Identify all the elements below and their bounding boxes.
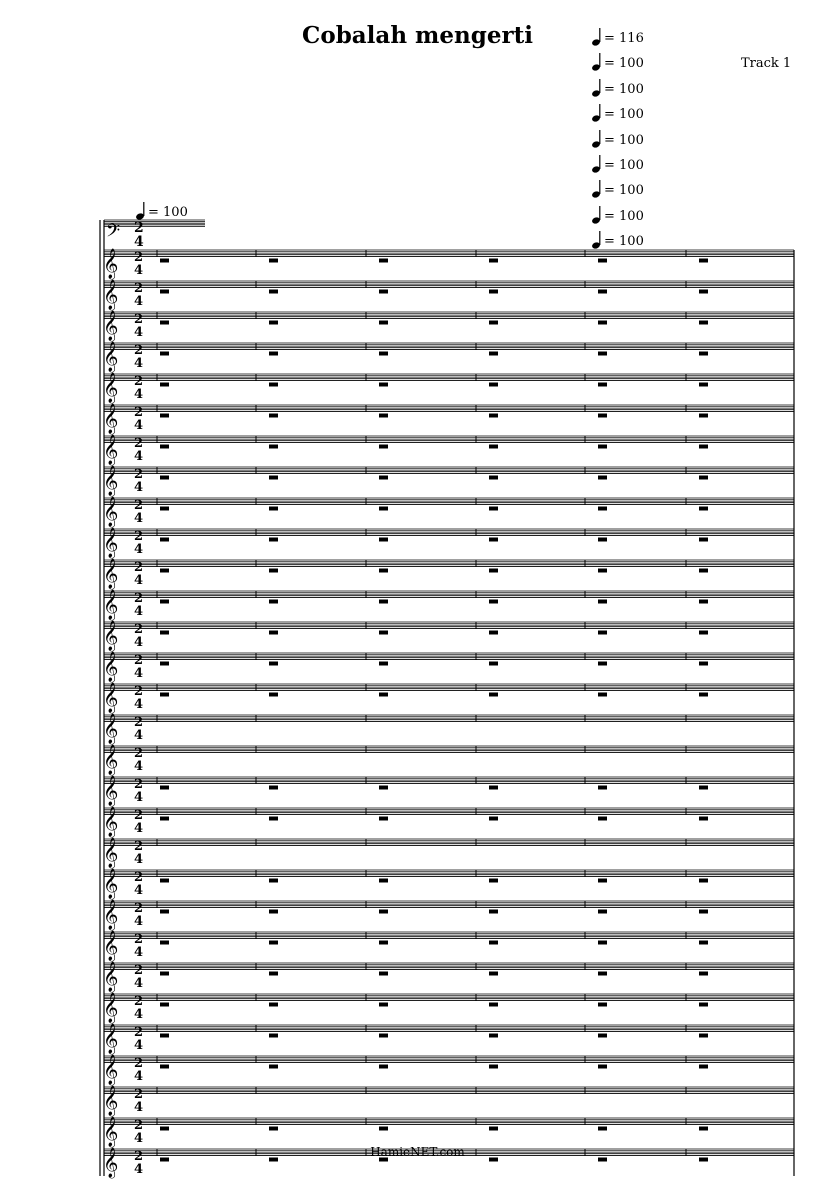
whole-rest <box>379 817 388 821</box>
whole-rest <box>598 507 607 511</box>
whole-rest <box>379 538 388 542</box>
time-signature-numerator: 2 <box>134 374 144 389</box>
whole-rest <box>379 662 388 666</box>
time-signature-numerator: 2 <box>134 839 144 854</box>
whole-rest <box>379 1003 388 1007</box>
whole-rest <box>160 1034 169 1038</box>
time-signature-numerator: 2 <box>134 281 144 296</box>
tempo-value: = 100 <box>604 133 644 148</box>
whole-rest <box>489 352 498 356</box>
whole-rest <box>160 941 169 945</box>
whole-rest <box>598 414 607 418</box>
treble-clef-icon: 𝄞 <box>103 714 119 744</box>
time-signature-numerator: 2 <box>134 808 144 823</box>
whole-rest <box>699 476 708 480</box>
whole-rest <box>160 414 169 418</box>
whole-rest <box>160 1127 169 1131</box>
whole-rest <box>379 414 388 418</box>
whole-rest <box>489 445 498 449</box>
time-signature-denominator: 4 <box>134 790 144 805</box>
tempo-value: = 100 <box>604 107 644 122</box>
whole-rest <box>160 1003 169 1007</box>
whole-rest <box>160 507 169 511</box>
treble-clef-icon: 𝄞 <box>103 962 119 992</box>
whole-rest <box>160 569 169 573</box>
time-signature-denominator: 4 <box>134 883 144 898</box>
whole-rest <box>379 321 388 325</box>
whole-rest <box>598 600 607 604</box>
time-signature-denominator: 4 <box>134 542 144 557</box>
whole-rest <box>489 476 498 480</box>
whole-rest <box>269 662 278 666</box>
time-signature-denominator: 4 <box>134 511 144 526</box>
time-signature-denominator: 4 <box>134 1007 144 1022</box>
tempo-value: = 100 <box>604 82 644 97</box>
time-signature-numerator: 2 <box>134 684 144 699</box>
whole-rest <box>379 569 388 573</box>
treble-clef-icon: 𝄞 <box>103 683 119 713</box>
treble-clef-icon: 𝄞 <box>103 1024 119 1054</box>
whole-rest <box>598 1065 607 1069</box>
whole-rest <box>489 321 498 325</box>
time-signature-denominator: 4 <box>134 573 144 588</box>
whole-rest <box>699 879 708 883</box>
track-label: Track 1 <box>741 56 792 71</box>
whole-rest <box>598 941 607 945</box>
whole-rest <box>160 817 169 821</box>
treble-clef-icon: 𝄞 <box>103 1086 119 1116</box>
whole-rest <box>699 445 708 449</box>
time-signature-denominator: 4 <box>134 976 144 991</box>
treble-clef-icon: 𝄞 <box>103 993 119 1023</box>
time-signature-numerator: 2 <box>134 901 144 916</box>
whole-rest <box>379 600 388 604</box>
whole-rest <box>160 538 169 542</box>
time-signature-denominator: 4 <box>134 294 144 309</box>
time-signature-numerator: 2 <box>134 777 144 792</box>
treble-clef-icon: 𝄞 <box>103 404 119 434</box>
tempo-value: = 100 <box>604 56 644 71</box>
whole-rest <box>269 1065 278 1069</box>
whole-rest <box>598 910 607 914</box>
time-signature-denominator: 4 <box>134 480 144 495</box>
whole-rest <box>489 786 498 790</box>
treble-clef-icon: 𝄞 <box>103 280 119 310</box>
treble-clef-icon: 𝄞 <box>103 1117 119 1147</box>
whole-rest <box>269 693 278 697</box>
whole-rest <box>160 352 169 356</box>
whole-rest <box>269 817 278 821</box>
time-signature-numerator: 2 <box>134 220 144 236</box>
time-signature-numerator: 2 <box>134 994 144 1009</box>
whole-rest <box>160 259 169 263</box>
time-signature-denominator: 4 <box>134 635 144 650</box>
whole-rest <box>379 910 388 914</box>
whole-rest <box>489 879 498 883</box>
whole-rest <box>379 1065 388 1069</box>
whole-rest <box>269 910 278 914</box>
whole-rest <box>489 941 498 945</box>
time-signature-numerator: 2 <box>134 1087 144 1102</box>
time-signature-numerator: 2 <box>134 963 144 978</box>
time-signature-denominator: 4 <box>134 759 144 774</box>
whole-rest <box>269 569 278 573</box>
whole-rest <box>489 1065 498 1069</box>
whole-rest <box>160 476 169 480</box>
time-signature-numerator: 2 <box>134 932 144 947</box>
whole-rest <box>160 600 169 604</box>
footer-credit: HamieNET.com <box>370 1145 465 1159</box>
whole-rest <box>269 538 278 542</box>
whole-rest <box>489 1003 498 1007</box>
time-signature-denominator: 4 <box>134 263 144 278</box>
treble-clef-icon: 𝄞 <box>103 435 119 465</box>
whole-rest <box>160 786 169 790</box>
whole-rest <box>699 383 708 387</box>
time-signature-numerator: 2 <box>134 560 144 575</box>
treble-clef-icon: 𝄞 <box>103 559 119 589</box>
whole-rest <box>489 972 498 976</box>
time-signature-denominator: 4 <box>134 914 144 929</box>
tempo-value: = 116 <box>604 31 644 46</box>
whole-rest <box>379 259 388 263</box>
whole-rest <box>598 972 607 976</box>
whole-rest <box>598 290 607 294</box>
treble-clef-icon: 𝄞 <box>103 342 119 372</box>
time-signature-denominator: 4 <box>134 821 144 836</box>
whole-rest <box>598 1127 607 1131</box>
time-signature-denominator: 4 <box>134 356 144 371</box>
tempo-value: = 100 <box>604 209 644 224</box>
whole-rest <box>269 879 278 883</box>
whole-rest <box>598 569 607 573</box>
time-signature-numerator: 2 <box>134 436 144 451</box>
bass-clef-icon: 𝄢 <box>106 221 121 246</box>
whole-rest <box>598 879 607 883</box>
whole-rest <box>489 693 498 697</box>
time-signature-numerator: 2 <box>134 312 144 327</box>
whole-rest <box>699 352 708 356</box>
whole-rest <box>699 631 708 635</box>
time-signature-denominator: 4 <box>134 234 144 250</box>
whole-rest <box>699 259 708 263</box>
treble-clef-icon: 𝄞 <box>103 1055 119 1085</box>
time-signature-numerator: 2 <box>134 746 144 761</box>
whole-rest <box>699 1003 708 1007</box>
treble-clef-icon: 𝄞 <box>103 373 119 403</box>
whole-rest <box>699 321 708 325</box>
whole-rest <box>160 693 169 697</box>
whole-rest <box>160 879 169 883</box>
whole-rest <box>160 321 169 325</box>
time-signature-numerator: 2 <box>134 1025 144 1040</box>
time-signature-denominator: 4 <box>134 1038 144 1053</box>
time-signature-numerator: 2 <box>134 529 144 544</box>
whole-rest <box>489 631 498 635</box>
whole-rest <box>699 1065 708 1069</box>
whole-rest <box>598 538 607 542</box>
treble-clef-icon: 𝄞 <box>103 528 119 558</box>
score-title: Cobalah mengerti <box>302 22 533 49</box>
whole-rest <box>699 786 708 790</box>
whole-rest <box>269 321 278 325</box>
whole-rest <box>699 693 708 697</box>
time-signature-denominator: 4 <box>134 604 144 619</box>
tempo-value: = 100 <box>604 234 644 249</box>
whole-rest <box>489 538 498 542</box>
whole-rest <box>489 662 498 666</box>
time-signature-numerator: 2 <box>134 1118 144 1133</box>
time-signature-denominator: 4 <box>134 387 144 402</box>
whole-rest <box>379 1034 388 1038</box>
time-signature-numerator: 2 <box>134 1149 144 1164</box>
whole-rest <box>269 476 278 480</box>
treble-clef-icon: 𝄞 <box>103 652 119 682</box>
time-signature-numerator: 2 <box>134 622 144 637</box>
whole-rest <box>379 631 388 635</box>
whole-rest <box>160 383 169 387</box>
whole-rest <box>489 569 498 573</box>
whole-rest <box>160 290 169 294</box>
whole-rest <box>379 941 388 945</box>
whole-rest <box>160 910 169 914</box>
whole-rest <box>699 972 708 976</box>
whole-rest <box>489 1127 498 1131</box>
whole-rest <box>598 445 607 449</box>
whole-rest <box>699 941 708 945</box>
whole-rest <box>699 569 708 573</box>
whole-rest <box>269 941 278 945</box>
whole-rest <box>379 383 388 387</box>
whole-rest <box>598 383 607 387</box>
time-signature-numerator: 2 <box>134 715 144 730</box>
treble-clef-icon: 𝄞 <box>103 869 119 899</box>
whole-rest <box>379 352 388 356</box>
time-signature-denominator: 4 <box>134 449 144 464</box>
whole-rest <box>379 290 388 294</box>
whole-rest <box>379 786 388 790</box>
treble-clef-icon: 𝄞 <box>103 1148 119 1178</box>
whole-rest <box>269 631 278 635</box>
whole-rest <box>489 414 498 418</box>
whole-rest <box>160 631 169 635</box>
whole-rest <box>269 290 278 294</box>
time-signature-denominator: 4 <box>134 325 144 340</box>
time-signature-numerator: 2 <box>134 1056 144 1071</box>
whole-rest <box>379 507 388 511</box>
tempo-value: = 100 <box>604 158 644 173</box>
treble-clef-icon: 𝄞 <box>103 745 119 775</box>
whole-rest <box>699 1034 708 1038</box>
tempo-value: = 100 <box>148 205 188 220</box>
time-signature-numerator: 2 <box>134 250 144 265</box>
treble-clef-icon: 𝄞 <box>103 776 119 806</box>
whole-rest <box>269 1034 278 1038</box>
treble-clef-icon: 𝄞 <box>103 311 119 341</box>
whole-rest <box>699 507 708 511</box>
whole-rest <box>160 445 169 449</box>
time-signature-denominator: 4 <box>134 945 144 960</box>
time-signature-denominator: 4 <box>134 1069 144 1084</box>
time-signature-denominator: 4 <box>134 852 144 867</box>
whole-rest <box>379 476 388 480</box>
whole-rest <box>598 321 607 325</box>
whole-rest <box>489 383 498 387</box>
whole-rest <box>598 259 607 263</box>
whole-rest <box>489 507 498 511</box>
whole-rest <box>160 662 169 666</box>
time-signature-numerator: 2 <box>134 467 144 482</box>
treble-clef-icon: 𝄞 <box>103 466 119 496</box>
time-signature-numerator: 2 <box>134 870 144 885</box>
whole-rest <box>269 259 278 263</box>
whole-rest <box>379 445 388 449</box>
whole-rest <box>598 662 607 666</box>
treble-clef-icon: 𝄞 <box>103 838 119 868</box>
whole-rest <box>160 1065 169 1069</box>
time-signature-denominator: 4 <box>134 418 144 433</box>
time-signature-numerator: 2 <box>134 343 144 358</box>
treble-clef-icon: 𝄞 <box>103 621 119 651</box>
whole-rest <box>699 290 708 294</box>
whole-rest <box>269 1003 278 1007</box>
whole-rest <box>699 910 708 914</box>
time-signature-denominator: 4 <box>134 1131 144 1146</box>
whole-rest <box>489 290 498 294</box>
whole-rest <box>598 1034 607 1038</box>
time-signature-numerator: 2 <box>134 591 144 606</box>
time-signature-denominator: 4 <box>134 1100 144 1115</box>
whole-rest <box>269 383 278 387</box>
whole-rest <box>699 600 708 604</box>
whole-rest <box>598 1003 607 1007</box>
time-signature-denominator: 4 <box>134 728 144 743</box>
tempo-value: = 100 <box>604 183 644 198</box>
treble-clef-icon: 𝄞 <box>103 900 119 930</box>
whole-rest <box>699 414 708 418</box>
treble-clef-icon: 𝄞 <box>103 931 119 961</box>
whole-rest <box>489 259 498 263</box>
whole-rest <box>489 910 498 914</box>
whole-rest <box>160 972 169 976</box>
whole-rest <box>699 817 708 821</box>
time-signature-numerator: 2 <box>134 653 144 668</box>
whole-rest <box>598 352 607 356</box>
whole-rest <box>269 1127 278 1131</box>
whole-rest <box>269 414 278 418</box>
whole-rest <box>489 1034 498 1038</box>
whole-rest <box>379 879 388 883</box>
time-signature-numerator: 2 <box>134 405 144 420</box>
time-signature-numerator: 2 <box>134 498 144 513</box>
whole-rest <box>699 662 708 666</box>
whole-rest <box>598 476 607 480</box>
treble-clef-icon: 𝄞 <box>103 590 119 620</box>
whole-rest <box>598 786 607 790</box>
whole-rest <box>269 445 278 449</box>
whole-rest <box>699 538 708 542</box>
whole-rest <box>598 817 607 821</box>
time-signature-denominator: 4 <box>134 697 144 712</box>
whole-rest <box>269 600 278 604</box>
whole-rest <box>379 1127 388 1131</box>
whole-rest <box>269 352 278 356</box>
whole-rest <box>598 631 607 635</box>
time-signature-denominator: 4 <box>134 1162 144 1177</box>
whole-rest <box>489 600 498 604</box>
whole-rest <box>598 693 607 697</box>
treble-clef-icon: 𝄞 <box>103 497 119 527</box>
whole-rest <box>269 507 278 511</box>
whole-rest <box>269 972 278 976</box>
time-signature-denominator: 4 <box>134 666 144 681</box>
treble-clef-icon: 𝄞 <box>103 249 119 279</box>
whole-rest <box>379 693 388 697</box>
whole-rest <box>489 817 498 821</box>
whole-rest <box>269 786 278 790</box>
whole-rest <box>379 972 388 976</box>
whole-rest <box>699 1127 708 1131</box>
treble-clef-icon: 𝄞 <box>103 807 119 837</box>
